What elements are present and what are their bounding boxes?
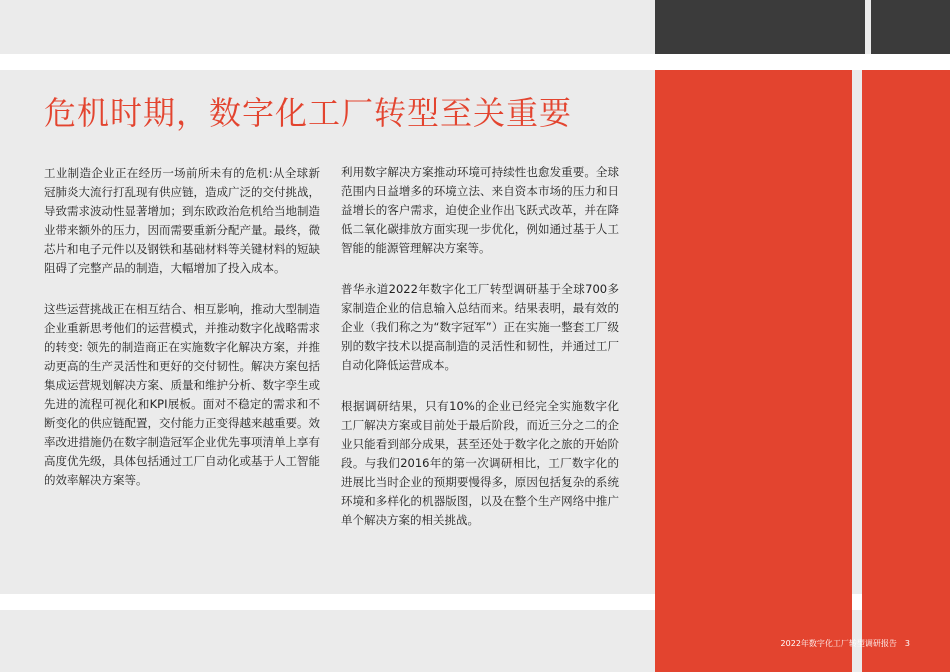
- right-paragraph-3: 根据调研结果，只有10%的企业已经完全实施数字化工厂解决方案或目前处于最后阶段，而近三分之二的企业只能看到部分成果，甚至还处于数字化之旅的开始阶段。与我们2016年的第一次调研相比，工厂数字化的进展比当时企业的预期要慢得多，原因包括复杂的系统环境和多样化的机器版图，以及在整个生产网络中推广单个解决方案的相关挑战。: [341, 399, 619, 527]
- right-column: [341, 163, 619, 552]
- right-paragraph-1: 利用数字解决方案推动环境可持续性也愈发重要。全球范围内日益增多的环境立法、来自资本市场的压力和日益增长的客户需求，迫使企业作出飞跃式改革，并在降低二氧化碳排放方面实现一步优化，例如通过基于人工智能的能源管理解决方案等。: [341, 165, 619, 255]
- red-block-left: [655, 70, 852, 672]
- red-block-right: [862, 70, 950, 672]
- left-paragraph-2: 这些运营挑战正在相互结合、相互影响，推动大型制造企业重新思考他们的运营模式，并推动数字化战略需求的转变: 领先的制造商正在实施数字化解决方案，并推动更高的生产灵活性和更好的交付韧性。解决方案包括集成运营规划解决方案、质量和维护分析、数字孪生或先进的流程可视化和KPI展板。面对不稳定的需求和不断变化的供应链配置，交付能力正变得越来越重要。效率改进措施仍在数字制造冠军企业优先事项清单上享有高度优先级，具体包括通过工厂自动化或基于人工智能的效率解决方案等。: [44, 302, 320, 487]
- page-footer: [781, 638, 910, 649]
- left-paragraph-1: 工业制造企业正在经历一场前所未有的危机:从全球新冠肺炎大流行打乱现有供应链，造成广泛的交付挑战，导致需求波动性显著增加；到东欧政治危机给当地制造业带来额外的压力，因而需要重新分配产量。最终，微芯片和电子元件以及钢铁和基础材料等关键材料的短缺阻碍了完整产品的制造，大幅增加了投入成本。: [44, 166, 320, 275]
- top-white-band: [0, 54, 950, 70]
- right-paragraph-2: 普华永道2022年数字化工厂转型调研基于全球700多家制造企业的信息输入总结而来。结果表明，最有效的企业（我们称之为“数字冠军”）正在实施一整套工厂级别的数字技术以提高制造的灵活性和韧性，并通过工厂自动化降低运营成本。: [341, 282, 619, 372]
- page-title: 危机时期，数字化工厂转型至关重要: [44, 94, 573, 132]
- left-column: [44, 164, 320, 512]
- top-dark-block-left: [655, 0, 865, 54]
- footer-report-name: 2022年数字化工厂转型调研报告: [780, 639, 897, 648]
- top-dark-block-right: [871, 0, 950, 54]
- footer-page-number: 3: [904, 639, 910, 648]
